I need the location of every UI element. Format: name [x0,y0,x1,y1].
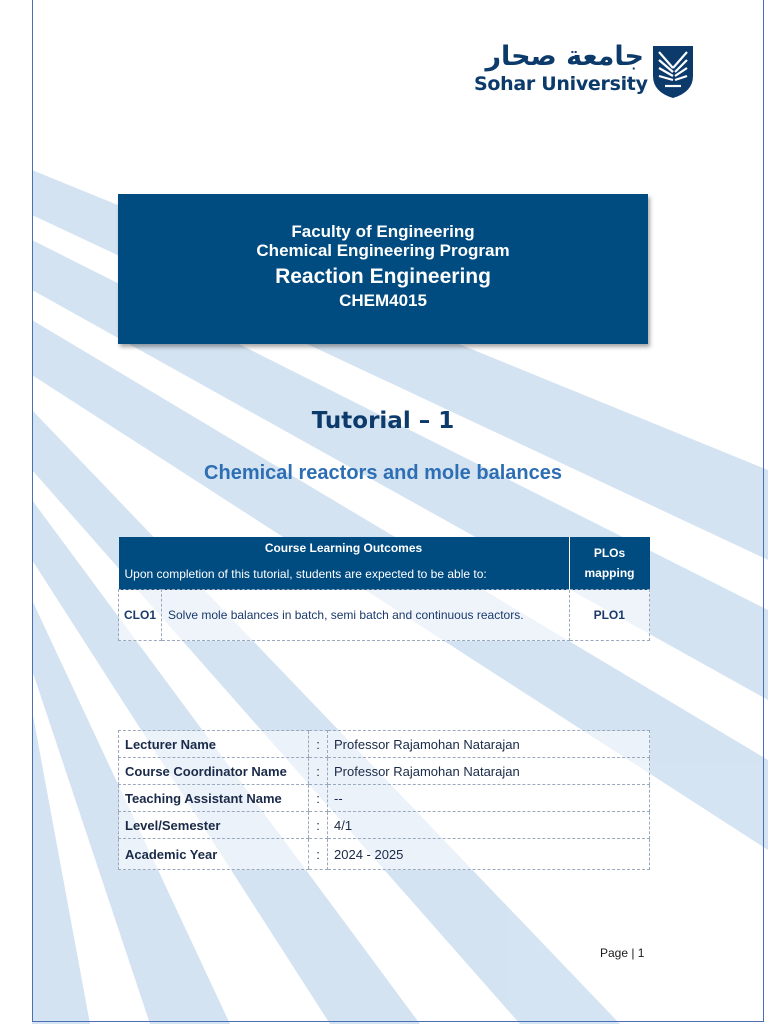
info-value: Professor Rajamohan Natarajan [328,758,650,785]
program-name: Chemical Engineering Program [256,241,510,260]
info-label: Teaching Assistant Name [119,785,309,812]
clo-id: CLO1 [119,590,162,641]
info-label: Lecturer Name [119,731,309,758]
clo-heading: Course Learning Outcomes [119,537,570,559]
clo-description: Upon completion of this tutorial, students are expected to be able to: [119,559,570,590]
info-value: 4/1 [328,812,650,839]
plo-heading-line2: mapping [584,566,635,580]
info-row-coordinator [119,758,650,785]
sohar-university-logo [472,40,712,104]
info-row-level-semester [119,812,650,839]
course-info-table [118,730,650,870]
info-label: Academic Year [119,839,309,870]
info-value: -- [328,785,650,812]
info-label: Level/Semester [119,812,309,839]
faculty-name: Faculty of Engineering [291,222,475,241]
info-value: 2024 - 2025 [328,839,650,870]
plo-value: PLO1 [569,590,650,641]
course-header-box [118,194,648,344]
info-separator: : [309,731,328,758]
clo-text: Solve mole balances in batch, semi batch and continuous reactors. [162,590,570,641]
info-separator: : [309,785,328,812]
info-separator: : [309,839,328,870]
logo-arabic-text: جامعة صحار [485,41,644,72]
university-emblem-icon [649,42,697,100]
course-name: Reaction Engineering [275,265,491,288]
tutorial-title: Tutorial – 1 [311,408,455,434]
clo-row [119,590,650,641]
clo-header-row [119,537,650,559]
tutorial-subtitle: Chemical reactors and mole balances [204,462,562,484]
plo-mapping-heading [569,537,650,590]
info-row-lecturer [119,731,650,758]
info-separator: : [309,758,328,785]
course-code: CHEM4015 [339,291,427,310]
plo-heading-line1: PLOs [593,546,626,560]
info-separator: : [309,812,328,839]
logo-english-text: Sohar University [474,73,648,95]
info-row-teaching-assistant [119,785,650,812]
info-row-academic-year [119,839,650,870]
page-number: Page | 1 [600,946,645,960]
info-value: Professor Rajamohan Natarajan [328,731,650,758]
course-learning-outcomes-table [118,537,650,641]
info-label: Course Coordinator Name [119,758,309,785]
